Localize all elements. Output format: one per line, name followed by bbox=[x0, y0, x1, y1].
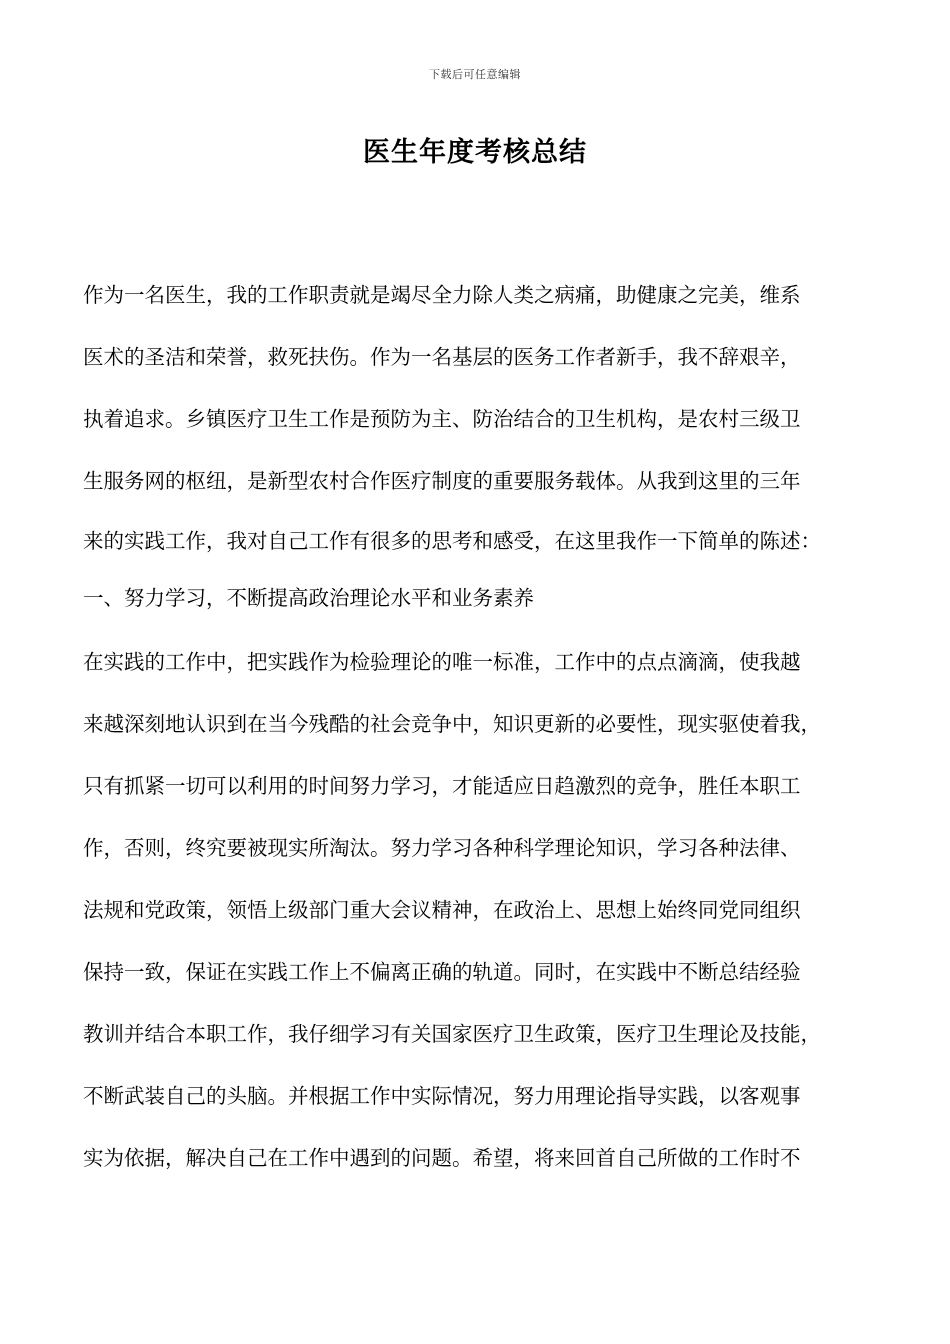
paragraph-intro bbox=[83, 264, 883, 626]
text-line: 在实践的工作中，把实践作为检验理论的唯一标准，工作中的点点滴滴，使我越 bbox=[83, 650, 801, 674]
text-line: 执着追求。乡镇医疗卫生工作是预防为主、防治结合的卫生机构，是农村三级卫 bbox=[83, 407, 801, 431]
document-title: 医生年度考核总结 bbox=[363, 137, 587, 168]
text-line: 来的实践工作，我对自己工作有很多的思考和感受，在这里我作一下简单的陈述： bbox=[83, 529, 821, 553]
text-line: 保持一致，保证在实践工作上不偏离正确的轨道。同时，在实践中不断总结经验 bbox=[83, 960, 801, 984]
text-line: 教训并结合本职工作，我仔细学习有关国家医疗卫生政策，医疗卫生理论及技能， bbox=[83, 1022, 821, 1046]
text-line: 不断武装自己的头脑。并根据工作中实际情况，努力用理论指导实践，以客观事 bbox=[83, 1084, 801, 1108]
text-line: 作为一名医生，我的工作职责就是竭尽全力除人类之病痛，助健康之完美，维系 bbox=[83, 283, 801, 307]
header-note: 下载后可任意编辑 bbox=[429, 68, 521, 81]
text-line: 生服务网的枢纽，是新型农村合作医疗制度的重要服务载体。从我到这里的三年 bbox=[83, 469, 801, 493]
paragraph-study bbox=[83, 631, 883, 1189]
text-line: 法规和党政策，领悟上级部门重大会议精神，在政治上、思想上始终同党同组织 bbox=[83, 898, 801, 922]
text-line: 只有抓紧一切可以利用的时间努力学习，才能适应日趋激烈的竞争，胜任本职工 bbox=[83, 774, 801, 798]
text-line: 来越深刻地认识到在当今残酷的社会竞争中，知识更新的必要性，现实驱使着我， bbox=[83, 712, 821, 736]
text-line: 作，否则，终究要被现实所淘汰。努力学习各种科学理论知识，学习各种法律、 bbox=[83, 836, 801, 860]
text-line: 实为依据，解决自己在工作中遇到的问题。希望，将来回首自己所做的工作时不 bbox=[83, 1146, 801, 1170]
section-heading: 一、努力学习，不断提高政治理论水平和业务素养 bbox=[83, 586, 534, 610]
text-line: 医术的圣洁和荣誉，救死扶伤。作为一名基层的医务工作者新手，我不辞艰辛， bbox=[83, 345, 801, 369]
